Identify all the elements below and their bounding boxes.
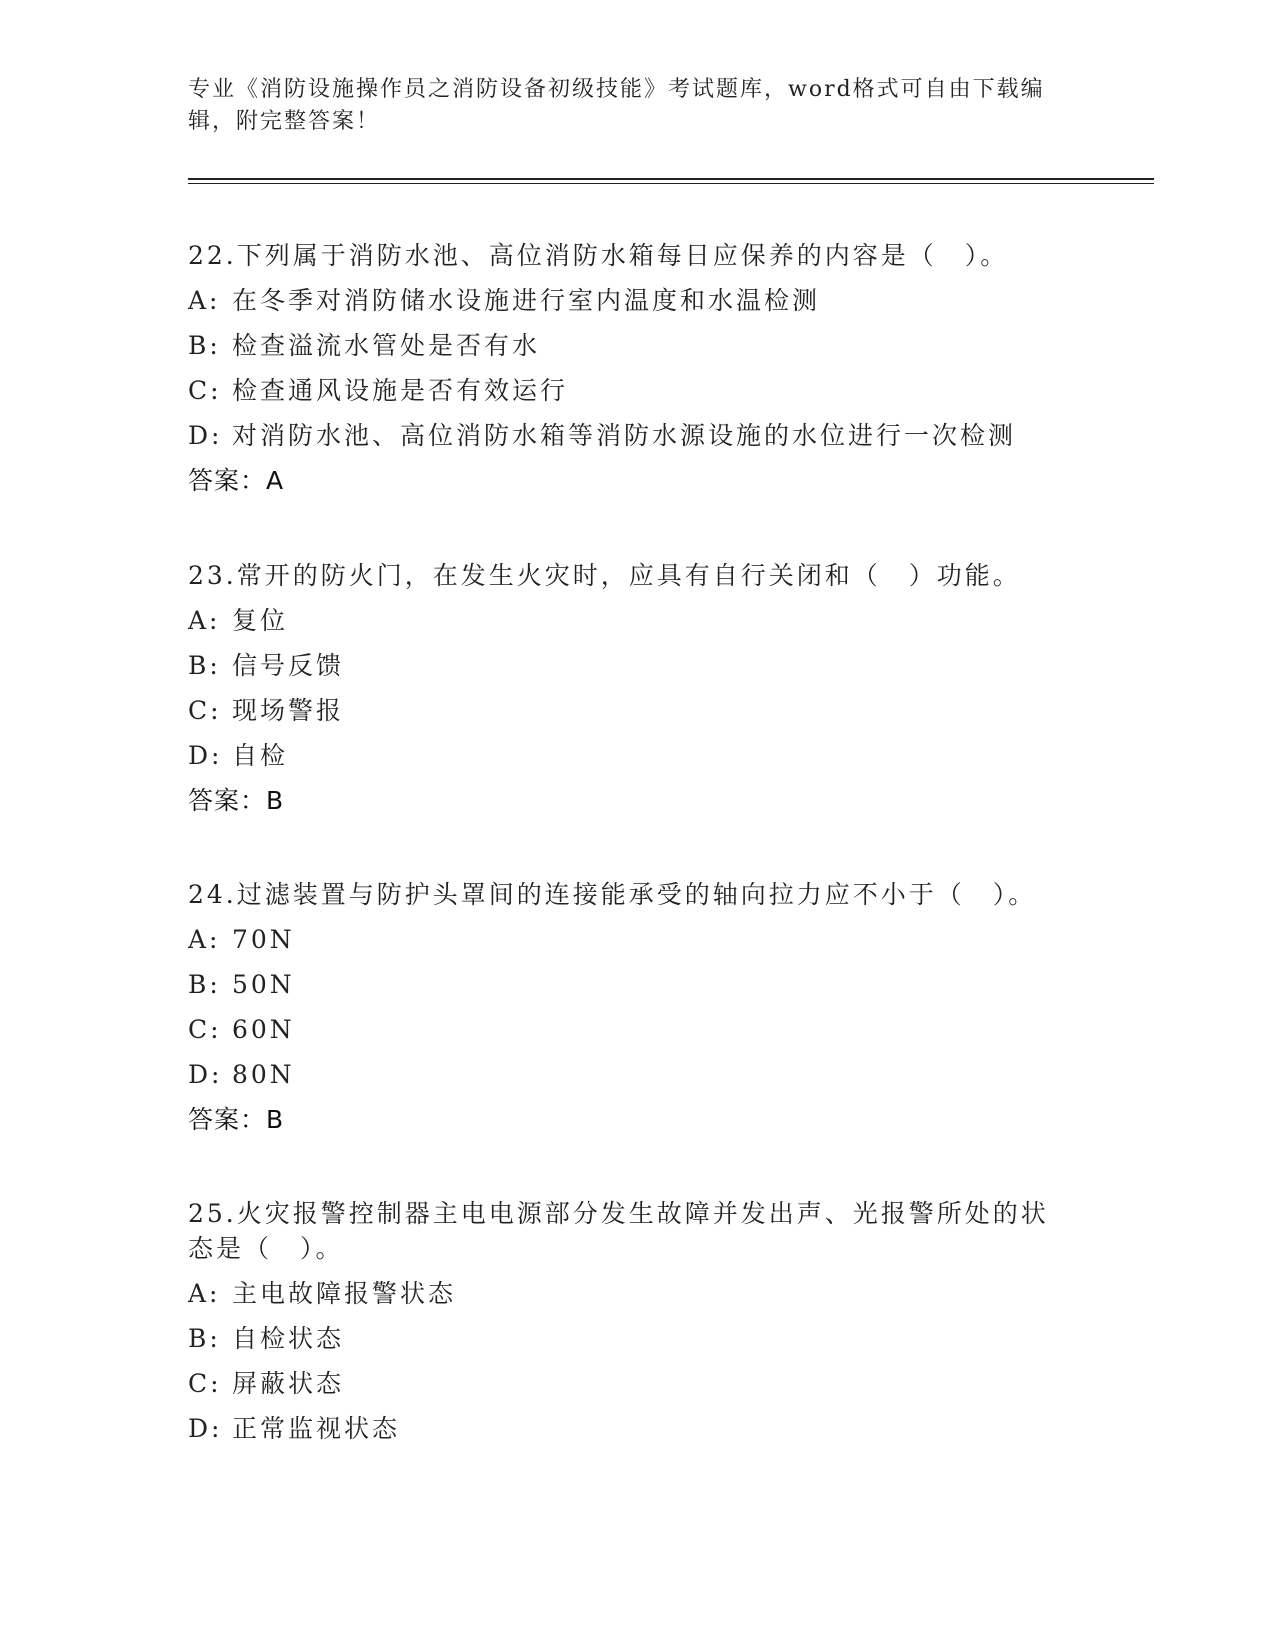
header-line-1: 专业《消防设施操作员之消防设备初级技能》考试题库，word格式可自由下载编 <box>188 77 1045 102</box>
option-b <box>188 328 1088 373</box>
option-text: 70N <box>232 925 295 954</box>
question-23 <box>188 558 1088 818</box>
option-text: 自检 <box>232 741 289 770</box>
question-24 <box>188 877 1088 1137</box>
question-stem-line-2: 态是（ ）。 <box>188 1234 344 1263</box>
option-d <box>188 738 1088 783</box>
question-stem-line-1: 25.火灾报警控制器主电电源部分发生故障并发出声、光报警所处的状 <box>188 1199 1049 1228</box>
option-text: 主电故障报警状态 <box>232 1279 457 1308</box>
option-text: 检查通风设施是否有效运行 <box>232 376 569 405</box>
option-a <box>188 1276 1088 1321</box>
question-stem: 22.下列属于消防水池、高位消防水箱每日应保养的内容是（ ）。 <box>188 241 1009 270</box>
option-letter: A: <box>188 1279 221 1308</box>
answer-line: 答案：A <box>188 466 285 495</box>
option-text: 屏蔽状态 <box>232 1369 345 1398</box>
header-divider <box>188 178 1154 184</box>
option-c <box>188 1012 1088 1057</box>
option-text: 50N <box>232 970 295 999</box>
option-text: 对消防水池、高位消防水箱等消防水源设施的水位进行一次检测 <box>232 421 1017 450</box>
option-a <box>188 603 1088 648</box>
option-d <box>188 418 1088 463</box>
option-d <box>188 1411 1088 1456</box>
header-line-2: 辑，附完整答案！ <box>188 109 381 134</box>
option-letter: D: <box>188 741 223 770</box>
option-letter: C: <box>188 1015 222 1044</box>
option-b <box>188 1321 1088 1366</box>
option-c <box>188 693 1088 738</box>
option-text: 检查溢流水管处是否有水 <box>232 331 541 360</box>
answer-line: 答案：B <box>188 1105 285 1134</box>
option-text: 复位 <box>232 606 289 635</box>
question-stem: 23.常开的防火门，在发生火灾时，应具有自行关闭和（ ）功能。 <box>188 561 1021 590</box>
option-text: 信号反馈 <box>232 651 345 680</box>
option-letter: B: <box>188 331 221 360</box>
question-stem <box>188 1196 1088 1266</box>
option-a <box>188 922 1088 967</box>
option-b <box>188 648 1088 693</box>
option-text: 自检状态 <box>232 1324 345 1353</box>
option-letter: A: <box>188 925 221 954</box>
question-stem: 24.过滤装置与防护头罩间的连接能承受的轴向拉力应不小于（ ）。 <box>188 880 1037 909</box>
answer-line: 答案：B <box>188 786 285 815</box>
option-letter: D: <box>188 1060 223 1089</box>
option-b <box>188 967 1088 1012</box>
option-text: 80N <box>232 1060 295 1089</box>
option-letter: D: <box>188 421 223 450</box>
document-header <box>188 74 1088 138</box>
option-a <box>188 283 1088 328</box>
option-letter: A: <box>188 606 221 635</box>
option-text: 现场警报 <box>232 696 345 725</box>
option-letter: C: <box>188 376 222 405</box>
option-letter: B: <box>188 651 221 680</box>
option-letter: D: <box>188 1414 223 1443</box>
option-c <box>188 373 1088 418</box>
option-letter: C: <box>188 1369 222 1398</box>
option-letter: B: <box>188 1324 221 1353</box>
option-c <box>188 1366 1088 1411</box>
option-letter: B: <box>188 970 221 999</box>
option-text: 正常监视状态 <box>232 1414 401 1443</box>
option-letter: A: <box>188 286 221 315</box>
question-25 <box>188 1196 1088 1456</box>
option-letter: C: <box>188 696 222 725</box>
option-text: 60N <box>232 1015 295 1044</box>
option-text: 在冬季对消防储水设施进行室内温度和水温检测 <box>232 286 821 315</box>
question-22 <box>188 238 1088 498</box>
option-d <box>188 1057 1088 1102</box>
